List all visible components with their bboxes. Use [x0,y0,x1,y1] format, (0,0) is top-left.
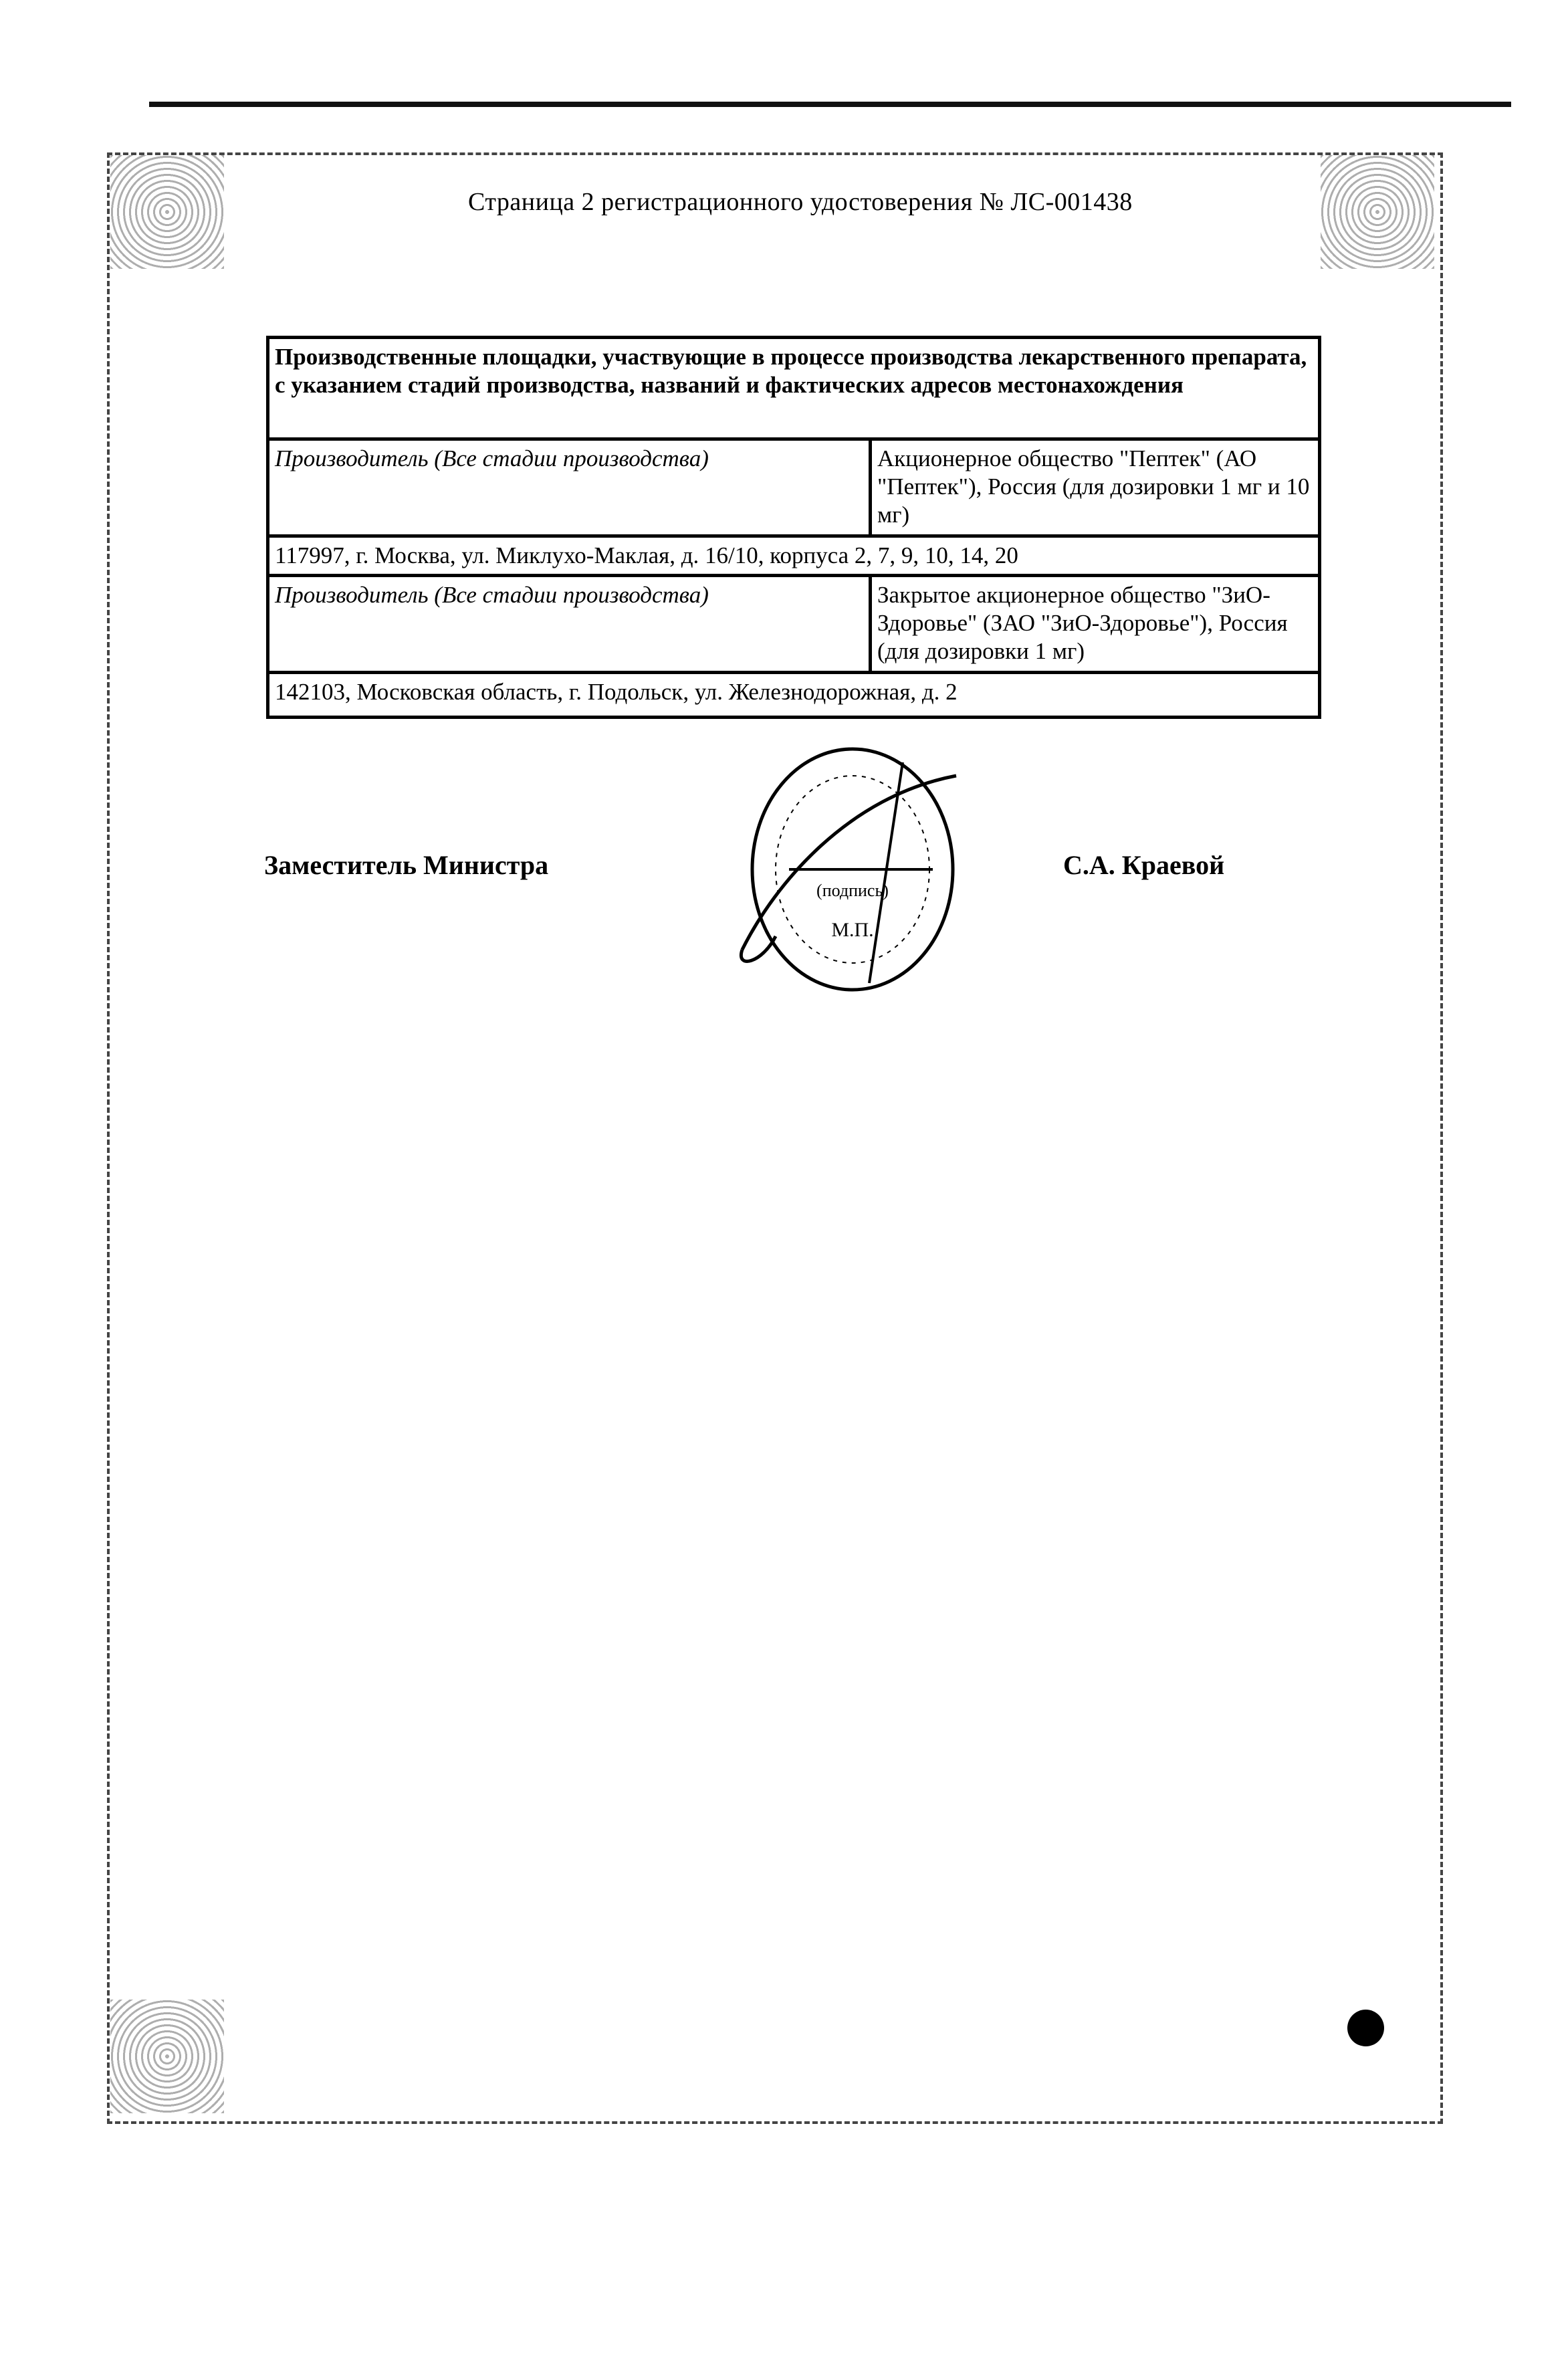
top-rule [149,102,1511,107]
table-row [268,576,1320,673]
signatory-name: С.А. Краевой [1063,850,1225,880]
ornament-corner [110,155,224,269]
official-stamp [736,736,963,1003]
table-row [268,439,1320,536]
manufacturer-address: 117997, г. Москва, ул. Миклухо-Маклая, д. 16/10, корпуса 2, 7, 9, 10, 14, 20 [268,536,1320,576]
manufacturer-company: Закрытое акционерное общество "ЗиО-Здоровье" (ЗАО "ЗиО-Здоровье"), Россия (для дозировки 1 мг) [871,576,1320,673]
page-title: Страница 2 регистрационного удостоверения № ЛС-001438 [468,188,1133,216]
table-header: Производственные площадки, участвующие в процессе производства лекарственного препарата, с указанием стадий производства, названий и фактических адресов местонахождения [268,338,1320,439]
hole-punch-mark [1347,2010,1384,2046]
stamp-caption: (подпись) [816,881,889,900]
signatory-position: Заместитель Министра [264,850,549,880]
production-sites-table [266,336,1321,719]
manufacturer-address: 142103, Московская область, г. Подольск, ул. Железнодорожная, д. 2 [268,673,1320,718]
manufacturer-role: Производитель (Все стадии производства) [268,439,871,536]
stamp-mp: М.П. [831,919,874,941]
manufacturer-role: Производитель (Все стадии производства) [268,576,871,673]
ornament-corner [1321,155,1434,269]
manufacturer-company: Акционерное общество "Пептек" (АО "Пептек"), Россия (для дозировки 1 мг и 10 мг) [871,439,1320,536]
ornament-corner [110,2000,224,2113]
